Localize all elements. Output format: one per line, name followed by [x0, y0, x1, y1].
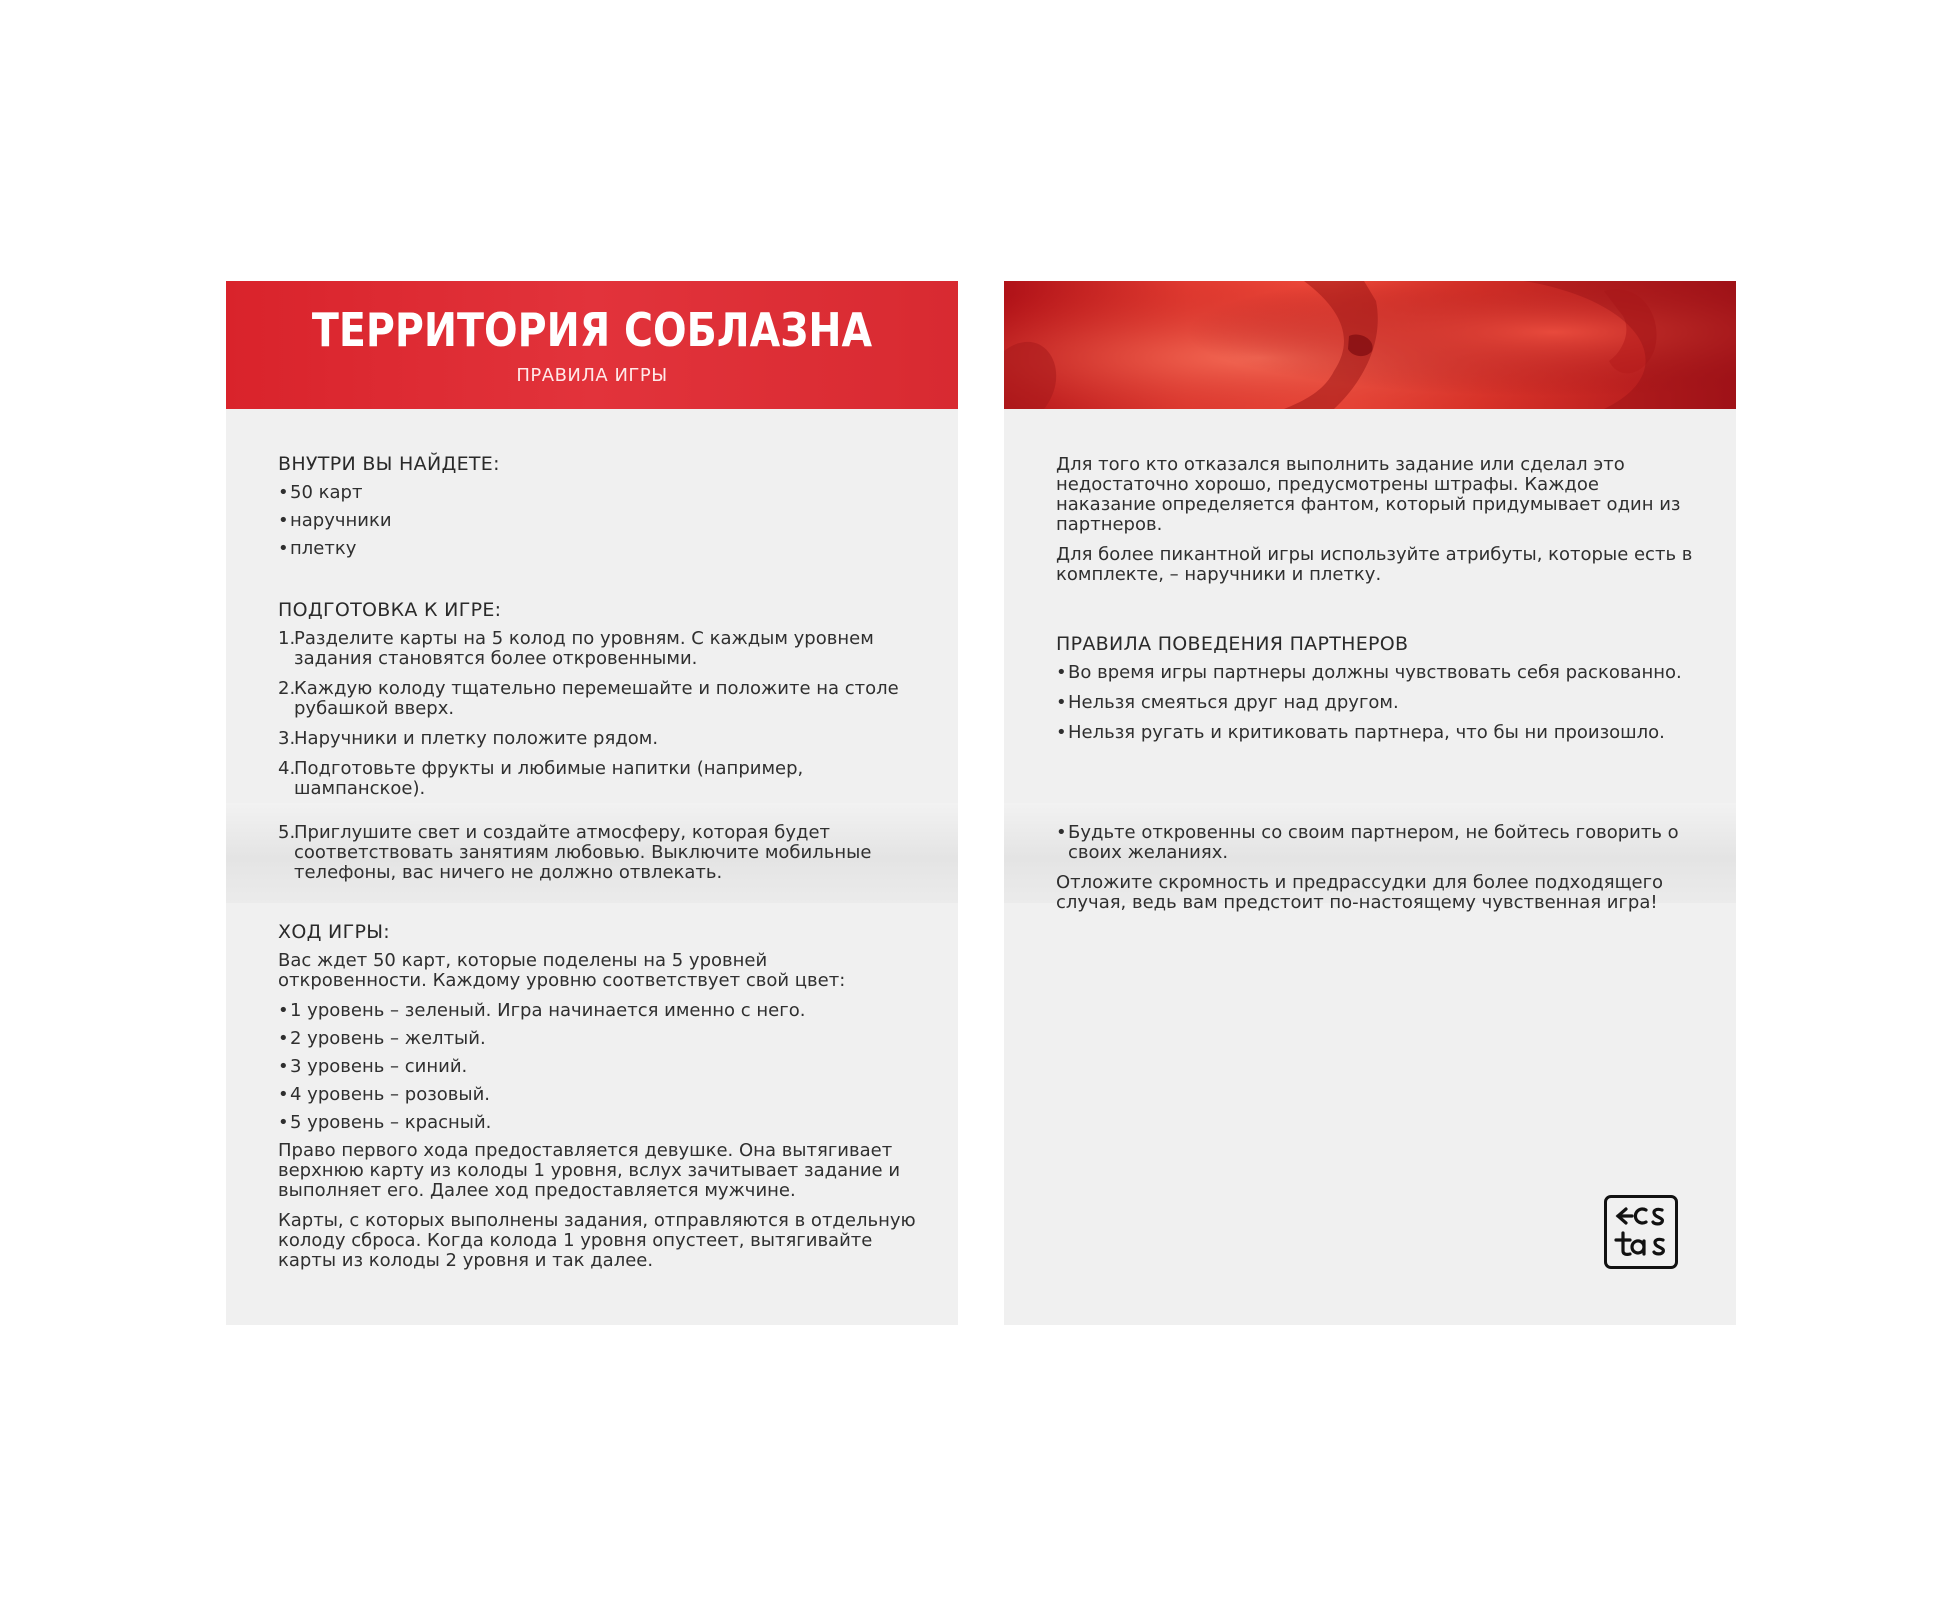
prep-step: 3. Наручники и плетку положите рядом.	[278, 728, 659, 749]
ecstas-logo-icon	[1610, 1201, 1672, 1263]
behavior-heading: ПРАВИЛА ПОВЕДЕНИЯ ПАРТНЕРОВ	[1056, 633, 1409, 655]
closing-section	[1056, 823, 1696, 923]
rules-card-right	[1004, 281, 1736, 1325]
couple-kiss-illustration	[1004, 281, 1736, 409]
list-item: • плетку	[278, 538, 357, 559]
level-item: • 5 уровень – красный.	[278, 1112, 492, 1133]
brand-logo	[1604, 1195, 1678, 1269]
behavior-item: • Будьте откровенны со своим партнером, не бойтесь говорить о своих желаниях.	[1056, 822, 1679, 863]
level-item: • 2 уровень – желтый.	[278, 1028, 486, 1049]
list-item: • 50 карт	[278, 482, 363, 503]
behavior-item: • Нельзя ругать и критиковать партнера, что бы ни произошло.	[1056, 722, 1665, 743]
prep-section	[278, 599, 918, 809]
closing-paragraph: Отложите скромность и предрассудки для более подходящего случая, ведь вам предстоит по-настоящему чувственная игра!	[1056, 872, 1664, 913]
gameplay-intro: Вас ждет 50 карт, которые поделены на 5 уровней откровенности. Каждому уровню соответствует свой цвет:	[278, 950, 846, 991]
header-photo	[1004, 281, 1736, 409]
penalty-section	[1056, 455, 1696, 595]
level-item: • 1 уровень – зеленый. Игра начинается именно с него.	[278, 1000, 806, 1021]
gameplay-paragraph: Право первого хода предоставляется девушке. Она вытягивает верхнюю карту из колоды 1 уровня, вслух зачитывает задание и выполняет его. Далее ход предоставляется мужчине.	[278, 1140, 901, 1201]
prep-step: 2. Каждую колоду тщательно перемешайте и положите на столе рубашкой вверх.	[278, 678, 899, 719]
rules-card-left	[226, 281, 958, 1325]
gameplay-heading: ХОД ИГРЫ:	[278, 921, 390, 943]
behavior-item: • Во время игры партнеры должны чувствовать себя раскованно.	[1056, 662, 1682, 683]
card-subtitle: ПРАВИЛА ИГРЫ	[516, 365, 668, 386]
card-header	[226, 281, 958, 409]
attributes-paragraph: Для более пикантной игры используйте атрибуты, которые есть в комплекте, – наручники и плетку.	[1056, 544, 1693, 585]
inside-heading: ВНУТРИ ВЫ НАЙДЕТЕ:	[278, 453, 500, 475]
prep-step: 4. Подготовьте фрукты и любимые напитки (например, шампанское).	[278, 758, 804, 799]
card-title: ТЕРРИТОРИЯ СОБЛАЗНА	[311, 303, 873, 357]
inside-section	[278, 453, 918, 567]
gameplay-section	[278, 921, 918, 1281]
prep-step: 5. Приглушите свет и создайте атмосферу, которая будет соответствовать занятиям любовью. Выключите мобильные телефоны, вас ничего не должно отвлекать.	[278, 822, 872, 883]
prep-heading: ПОДГОТОВКА К ИГРЕ:	[278, 599, 502, 621]
penalty-paragraph: Для того кто отказался выполнить задание или сделал это недостаточно хорошо, предусмотрены штрафы. Каждое наказание определяется фантом, который придумывает один из партнеров.	[1056, 454, 1681, 535]
behavior-item: • Нельзя смеяться друг над другом.	[1056, 692, 1399, 713]
list-item: • наручники	[278, 510, 392, 531]
level-item: • 4 уровень – розовый.	[278, 1084, 491, 1105]
behavior-section	[1056, 633, 1696, 753]
level-item: • 3 уровень – синий.	[278, 1056, 468, 1077]
gameplay-paragraph: Карты, с которых выполнены задания, отправляются в отдельную колоду сброса. Когда колода 1 уровня опустеет, вытягивайте карты из колоды 2 уровня и так далее.	[278, 1210, 916, 1271]
prep-step-5-section	[278, 823, 918, 893]
prep-step: 1. Разделите карты на 5 колод по уровням. С каждым уровнем задания становятся более откровенными.	[278, 628, 874, 669]
